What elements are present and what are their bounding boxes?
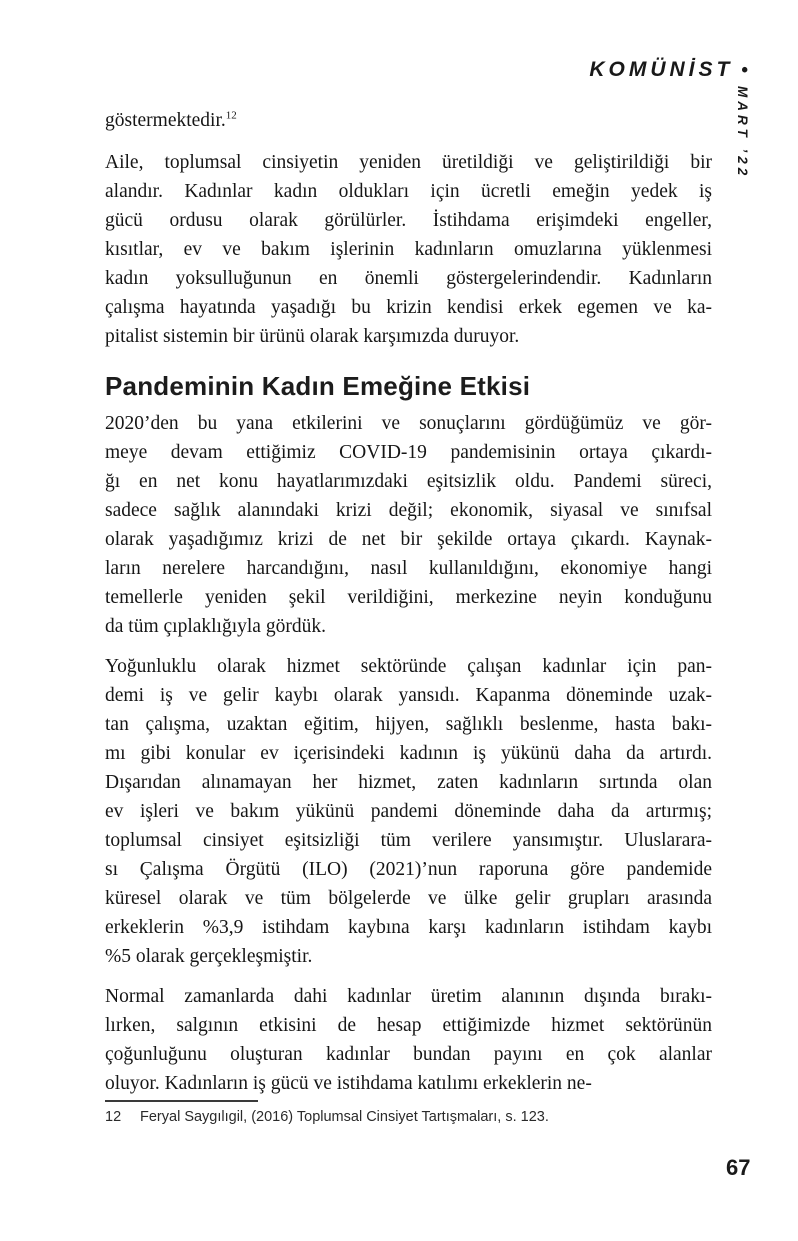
footnote-reference: 12 xyxy=(225,109,237,122)
text-line: ğı en net konu hayatlarımızdaki eşitsizlik oldu. Pandemi süreci, xyxy=(105,471,712,492)
text-line: sı Çalışma Örgütü (ILO) (2021)’nun raporuna göre pandemide xyxy=(105,859,712,880)
carryover-text: göstermektedir. xyxy=(105,110,226,131)
text-line: kısıtlar, ev ve bakım işlerinin kadınların omuzlarına yüklenmesi xyxy=(105,239,712,260)
text-line: çalışma hayatında yaşadığı bu krizin kendisi erkek egemen ve ka- xyxy=(105,297,712,318)
text-line: tan çalışma, uzaktan eğitim, hijyen, sağlıklı beslenme, hasta bakı- xyxy=(105,714,712,735)
page-number: 67 xyxy=(726,1155,751,1180)
article-body xyxy=(105,106,712,1109)
text-line: Normal zamanlarda dahi kadınlar üretim alanının dışında bırakı- xyxy=(105,986,712,1007)
carryover-line xyxy=(105,106,712,135)
masthead-title: KOMÜNİST xyxy=(589,58,734,81)
issue-date: MART ’22 xyxy=(735,86,750,180)
footnote-divider xyxy=(105,1100,258,1102)
footnote-text: Feryal Saygılıgil, (2016) Toplumsal Cinsiyet Tartışmaları, s. 123. xyxy=(140,1109,549,1125)
text-line: gücü ordusu olarak görülürler. İstihdama erişimdeki engeller, xyxy=(105,210,712,231)
text-line: %5 olarak gerçekleşmiştir. xyxy=(105,946,313,967)
text-line: Yoğunluklu olarak hizmet sektöründe çalışan kadınlar için pan- xyxy=(105,656,712,677)
text-line: da tüm çıplaklığıyla gördük. xyxy=(105,616,326,637)
paragraph-2 xyxy=(105,409,712,641)
text-line: oluyor. Kadınların iş gücü ve istihdama katılımı erkeklerin ne- xyxy=(105,1073,592,1094)
text-line: erkeklerin %3,9 istihdam kaybına karşı kadınların istihdam kaybı xyxy=(105,917,712,938)
text-line: ev işleri ve bakım yükünü pandemi döneminde daha da artırmış; xyxy=(105,801,712,822)
text-line: kadın yoksulluğunun en önemli göstergelerindendir. Kadınların xyxy=(105,268,712,289)
text-line: alandır. Kadınlar kadın oldukları için ücretli emeğin yedek iş xyxy=(105,181,712,202)
paragraph-3 xyxy=(105,652,712,971)
text-line: Aile, toplumsal cinsiyetin yeniden üretildiği ve geliştirildiği bir xyxy=(105,152,712,173)
footnote xyxy=(105,1107,685,1127)
text-line: temellerle yeniden şekil verildiğini, merkezine neyin konduğunu xyxy=(105,587,712,608)
text-line: ların nerelere harcandığını, nasıl kullanıldığını, ekonomiye hangi xyxy=(105,558,712,579)
text-line: çoğunluğunu oluşturan kadınlar bundan payını en çok alanlar xyxy=(105,1044,712,1065)
text-line: demi iş ve gelir kaybı olarak yansıdı. Kapanma döneminde uzak- xyxy=(105,685,712,706)
text-line: sadece sağlık alanındaki krizi değil; ekonomik, siyasal ve sınıfsal xyxy=(105,500,712,521)
paragraph-4 xyxy=(105,982,712,1098)
text-line: olarak yaşadığımız krizi de net bir şekilde ortaya çıkardı. Kaynak- xyxy=(105,529,712,550)
text-line: mı gibi konular ev içerisindeki kadının iş yükünü daha da artırdı. xyxy=(105,743,712,764)
text-line: lırken, salgının etkisini de hesap ettiğimizde hizmet sektörünün xyxy=(105,1015,712,1036)
footnote-number: 12 xyxy=(105,1109,122,1125)
text-line: toplumsal cinsiyet eşitsizliği tüm verilere yansımıştır. Uluslarara- xyxy=(105,830,712,851)
paragraph-1 xyxy=(105,148,712,351)
text-line: meye devam ettiğimiz COVID-19 pandemisinin ortaya çıkardı- xyxy=(105,442,712,463)
section-heading: Pandeminin Kadın Emeğine Etkisi xyxy=(105,371,531,401)
text-line: pitalist sistemin bir ürünü olarak karşımızda duruyor. xyxy=(105,326,520,347)
text-line: küresel olarak ve tüm bölgelerde ve ülke gelir grupları arasında xyxy=(105,888,712,909)
masthead-bullet-icon: • xyxy=(741,60,748,81)
text-line: Dışarıdan alınamayan her hizmet, zaten kadınların sırtında olan xyxy=(105,772,712,793)
text-line: 2020’den bu yana etkilerini ve sonuçlarını gördüğümüz ve gör- xyxy=(105,413,712,434)
masthead xyxy=(589,58,748,82)
